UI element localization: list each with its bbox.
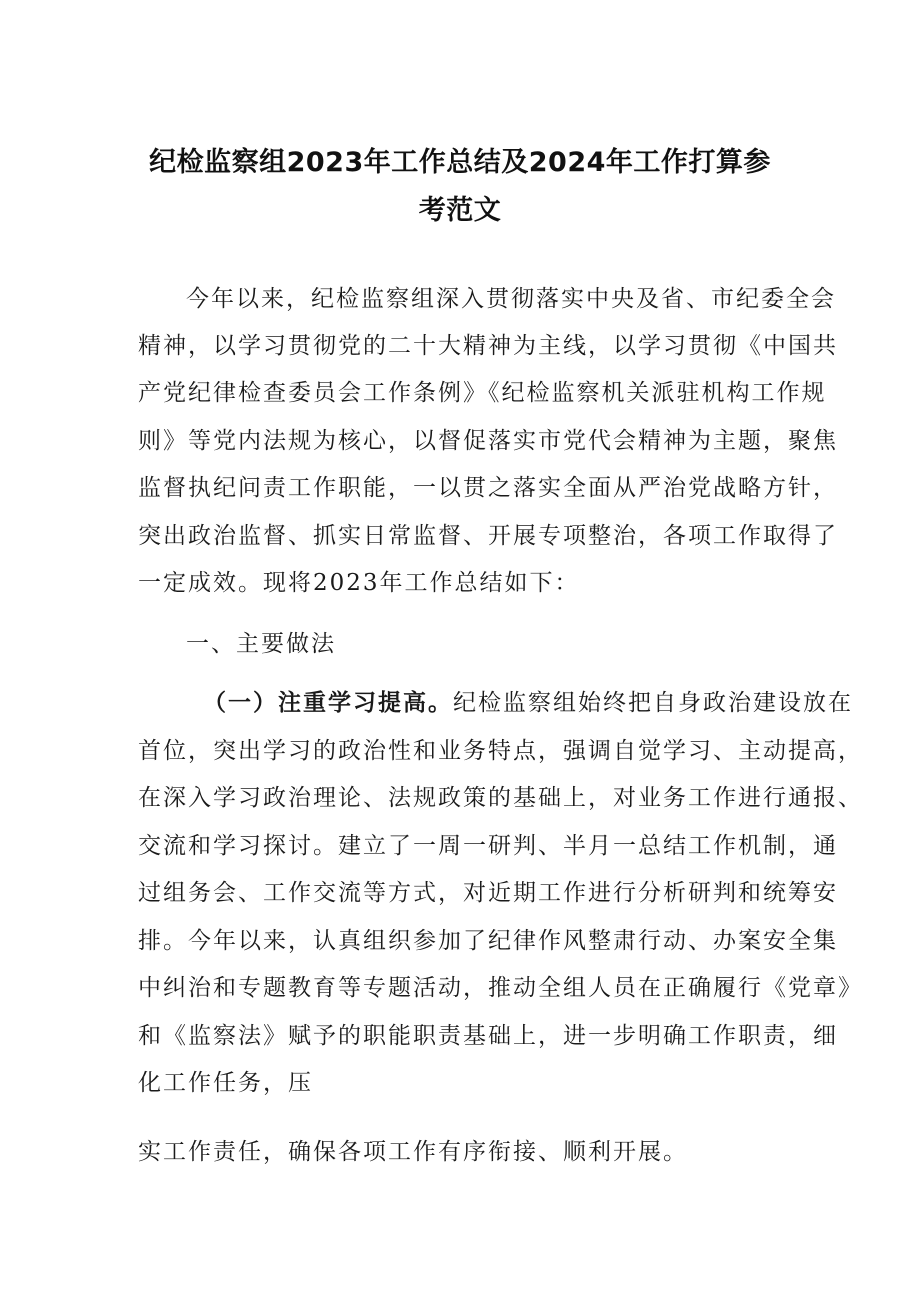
section-heading: 一、主要做法: [186, 631, 336, 657]
intro-paragraph-line: 精神，以学习贯彻党的二十大精神为主线，以学习贯彻《中国共: [138, 333, 838, 359]
intro-paragraph-line: 则》等党内法规为核心，以督促落实市党代会精神为主题，聚焦: [138, 428, 838, 454]
intro-paragraph-line: 产党纪律检查委员会工作条例》《纪检监察机关派驻机构工作规: [138, 380, 827, 406]
intro-paragraph-line: 突出政治监督、抓实日常监督、开展专项整治，各项工作取得了: [138, 523, 838, 549]
intro-paragraph-line: 今年以来，纪检监察组深入贯彻落实中央及省、市纪委全会: [186, 286, 836, 312]
document-title-line-1: 纪检监察组2023年工作总结及2024年工作打算参: [149, 147, 771, 178]
subsection-paragraph-line: 和《监察法》赋予的职能职责基础上，进一步明确工作职责，细: [138, 1023, 838, 1049]
subsection-text: 纪检监察组始终把自身政治建设放在: [453, 690, 853, 716]
subsection-paragraph-line: 在深入学习政治理论、法规政策的基础上，对业务工作进行通报、: [138, 785, 863, 811]
intro-paragraph-line: 监督执纪问责工作职能，一以贯之落实全面从严治党战略方针，: [138, 475, 838, 501]
subsection-heading: （一）注重学习提高。: [203, 689, 453, 716]
subsection-paragraph-line: 过组务会、工作交流等方式，对近期工作进行分析研判和统筹安: [138, 880, 838, 906]
subsection-paragraph-line: 排。今年以来，认真组织参加了纪律作风整肃行动、办案安全集: [138, 928, 838, 954]
continuation-line: 实工作责任，确保各项工作有序衔接、顺利开展。: [138, 1139, 688, 1165]
subsection-paragraph-line: 首位，突出学习的政治性和业务特点，强调自觉学习、主动提高，: [138, 738, 863, 764]
subsection-paragraph-line: 化工作任务，压: [138, 1070, 313, 1096]
subsection-first-line: [203, 688, 853, 718]
subsection-paragraph-line: 中纠治和专题教育等专题活动，推动全组人员在正确履行《党章》: [138, 975, 863, 1001]
intro-paragraph-line: 一定成效。现将2023年工作总结如下：: [138, 570, 580, 596]
document-title-line-2: 考范文: [418, 195, 502, 226]
subsection-paragraph-line: 交流和学习探讨。建立了一周一研判、半月一总结工作机制，通: [138, 833, 838, 859]
